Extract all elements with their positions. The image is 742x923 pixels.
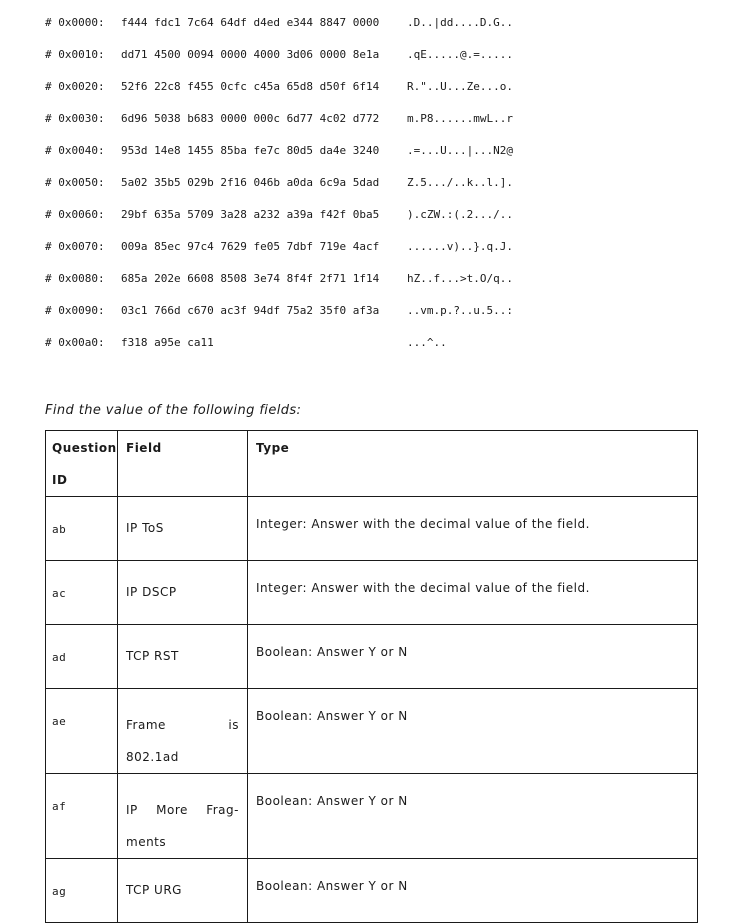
question-id: ab bbox=[52, 523, 67, 536]
hex-row bbox=[45, 48, 513, 68]
hex-offset: # 0x0020: bbox=[45, 80, 105, 93]
hex-row bbox=[45, 112, 513, 132]
hex-bytes: 52f6 22c8 f455 0cfc c45a 65d8 d50f 6f14 bbox=[121, 80, 380, 93]
question-id: ad bbox=[52, 651, 67, 664]
questions-table bbox=[45, 430, 698, 923]
hex-row bbox=[45, 80, 513, 100]
instructions-text: Find the value of the following fields: bbox=[45, 403, 302, 418]
question-id: ac bbox=[52, 587, 67, 600]
question-id: ag bbox=[52, 885, 67, 898]
question-id: ae bbox=[52, 715, 67, 728]
header-id-label: ID bbox=[52, 473, 68, 487]
table-row bbox=[46, 859, 698, 923]
table-row bbox=[46, 625, 698, 689]
field-name: TCP URG bbox=[126, 883, 182, 897]
hex-bytes: 953d 14e8 1455 85ba fe7c 80d5 da4e 3240 bbox=[121, 144, 380, 157]
hex-ascii: ).cZW.:(.2.../.. bbox=[407, 208, 513, 221]
table-row bbox=[46, 497, 698, 561]
hex-offset: # 0x0070: bbox=[45, 240, 105, 253]
field-name: TCP RST bbox=[126, 649, 179, 663]
hex-bytes: 685a 202e 6608 8508 3e74 8f4f 2f71 1f14 bbox=[121, 272, 380, 285]
hex-row bbox=[45, 336, 447, 356]
hex-offset: # 0x0090: bbox=[45, 304, 105, 317]
field-type: Integer: Answer with the decimal value of the field. bbox=[256, 581, 590, 595]
hex-row bbox=[45, 240, 513, 260]
hex-ascii: ......v)..}.q.J. bbox=[407, 240, 513, 253]
hex-offset: # 0x0080: bbox=[45, 272, 105, 285]
header-type: Type bbox=[248, 431, 698, 497]
header-question-id bbox=[46, 431, 118, 497]
hex-offset: # 0x0010: bbox=[45, 48, 105, 61]
field-type: Integer: Answer with the decimal value of the field. bbox=[256, 517, 590, 531]
hex-offset: # 0x0000: bbox=[45, 16, 105, 29]
table-header-row bbox=[46, 431, 698, 497]
hex-row bbox=[45, 16, 513, 36]
hex-ascii: hZ..f...>t.O/q.. bbox=[407, 272, 513, 285]
hex-ascii: .D..|dd....D.G.. bbox=[407, 16, 513, 29]
question-id: af bbox=[52, 800, 67, 813]
hex-bytes: f444 fdc1 7c64 64df d4ed e344 8847 0000 bbox=[121, 16, 380, 29]
header-field: Field bbox=[118, 431, 248, 497]
hex-ascii: Z.5.../..k..l.]. bbox=[407, 176, 513, 189]
hex-row bbox=[45, 144, 513, 164]
table-row bbox=[46, 561, 698, 625]
hex-bytes: 5a02 35b5 029b 2f16 046b a0da 6c9a 5dad bbox=[121, 176, 380, 189]
hex-offset: # 0x0030: bbox=[45, 112, 105, 125]
field-type: Boolean: Answer Y or N bbox=[256, 709, 408, 723]
field-name: IP More Frag- ments bbox=[126, 803, 239, 849]
header-question-label: Question bbox=[52, 441, 117, 455]
hex-bytes: 009a 85ec 97c4 7629 fe05 7dbf 719e 4acf bbox=[121, 240, 380, 253]
field-type: Boolean: Answer Y or N bbox=[256, 879, 408, 893]
hex-offset: # 0x0040: bbox=[45, 144, 105, 157]
hex-bytes: 29bf 635a 5709 3a28 a232 a39a f42f 0ba5 bbox=[121, 208, 380, 221]
hex-bytes: f318 a95e ca11 bbox=[121, 336, 214, 349]
field-type: Boolean: Answer Y or N bbox=[256, 794, 408, 808]
hex-row bbox=[45, 208, 513, 228]
hex-offset: # 0x0060: bbox=[45, 208, 105, 221]
hex-bytes: 03c1 766d c670 ac3f 94df 75a2 35f0 af3a bbox=[121, 304, 380, 317]
hex-ascii: R."..U...Ze...o. bbox=[407, 80, 513, 93]
table-row bbox=[46, 689, 698, 774]
field-name: IP DSCP bbox=[126, 585, 177, 599]
hex-ascii: .=...U...|...N2@ bbox=[407, 144, 513, 157]
hex-ascii: .qE.....@.=..... bbox=[407, 48, 513, 61]
hex-bytes: dd71 4500 0094 0000 4000 3d06 0000 8e1a bbox=[121, 48, 380, 61]
field-type: Boolean: Answer Y or N bbox=[256, 645, 408, 659]
table-row bbox=[46, 774, 698, 859]
hex-row bbox=[45, 304, 513, 324]
hex-ascii: ..vm.p.?..u.5..: bbox=[407, 304, 513, 317]
hex-row bbox=[45, 176, 513, 196]
hex-ascii: m.P8......mwL..r bbox=[407, 112, 513, 125]
field-name: IP ToS bbox=[126, 521, 164, 535]
hex-offset: # 0x00a0: bbox=[45, 336, 105, 349]
hex-ascii: ...^.. bbox=[407, 336, 447, 349]
hex-row bbox=[45, 272, 513, 292]
hex-offset: # 0x0050: bbox=[45, 176, 105, 189]
hex-bytes: 6d96 5038 b683 0000 000c 6d77 4c02 d772 bbox=[121, 112, 380, 125]
field-name: Frame is 802.1ad bbox=[126, 718, 239, 764]
